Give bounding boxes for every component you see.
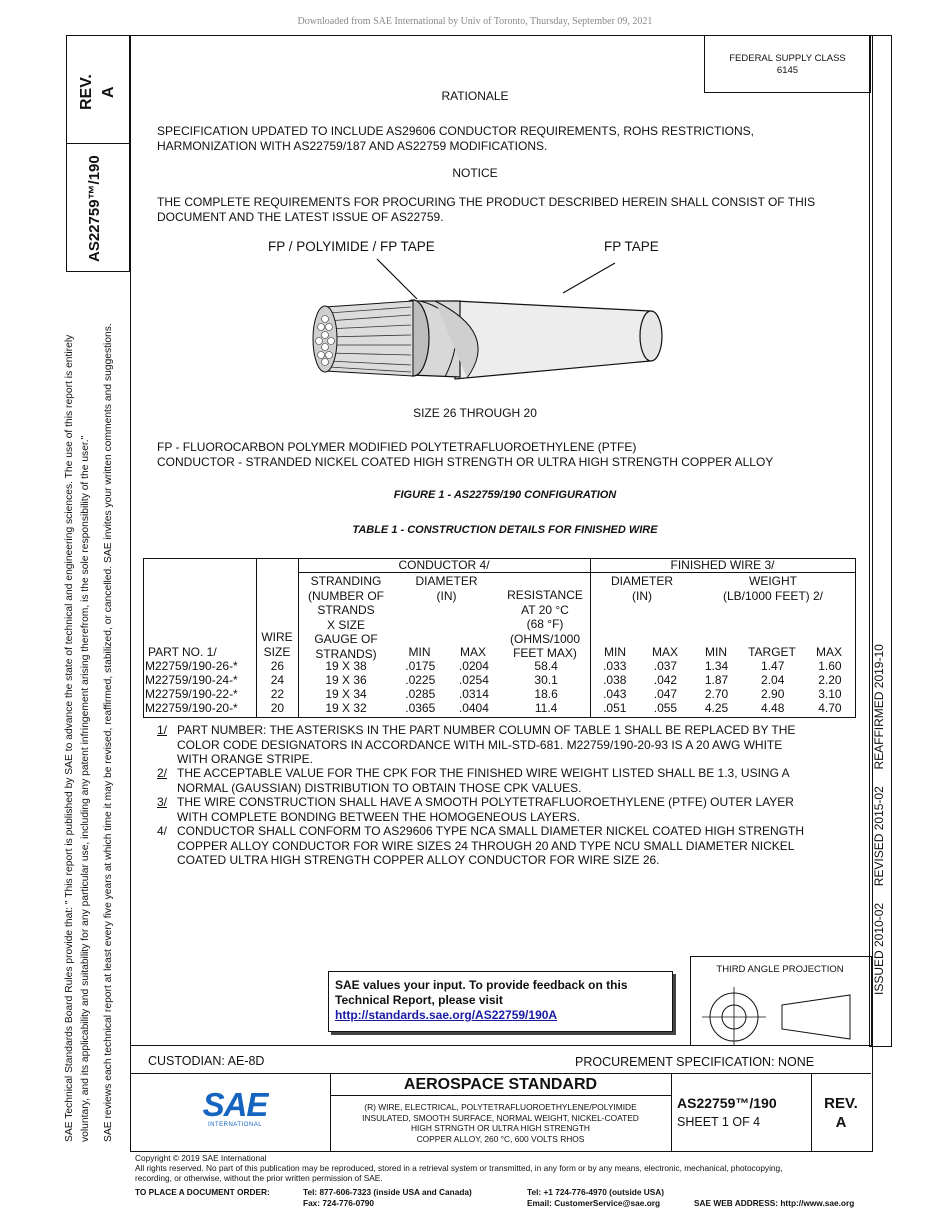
table-row: M22759/190-20-* 20 19 X 32 .0365 .0404 11.4 .051 .055 4.25 4.48 4.70 bbox=[145, 701, 842, 715]
figure-label-left: FP / POLYIMIDE / FP TAPE bbox=[268, 239, 435, 254]
footer-rights-1: All rights reserved. No part of this publication may be reproduced, stored in a retrieval system or transmitted, in any form or by any means, electronic, mechanical, photocopying, bbox=[135, 1163, 783, 1174]
note-2: 2/ THE ACCEPTABLE VALUE FOR THE CPK FOR THE FINISHED WIRE WEIGHT LISTED SHALL BE 1.3, USING A NORMAL (GAUSSIAN) DISTRIBUTION TO OBTAIN THOSE CPK VALUES. bbox=[157, 766, 790, 795]
footer-rights-2: recording, or otherwise, without the prior written permission of SAE. bbox=[135, 1173, 383, 1184]
table-body bbox=[143, 659, 855, 715]
header-resistance: RESISTANCE AT 20 °C (68 °F) (OHMS/1000 FEET MAX) bbox=[507, 588, 583, 660]
header-finished-diameter: DIAMETER (IN) bbox=[610, 574, 673, 603]
footer-order-label: TO PLACE A DOCUMENT ORDER: bbox=[135, 1187, 270, 1197]
wire-illustration bbox=[295, 255, 675, 395]
figure-caption: FIGURE 1 - AS22759/190 CONFIGURATION bbox=[393, 489, 617, 501]
figure-label-right: FP TAPE bbox=[604, 239, 659, 254]
issue-dates: ISSUED 2010-02 REVISED 2015-02 REAFFIRMED 2019-10 bbox=[872, 644, 886, 995]
rationale-text: SPECIFICATION UPDATED TO INCLUDE AS29606 CONDUCTOR REQUIREMENTS, ROHS RESTRICTIONS, HARMONIZATION WITH AS22759/187 AND AS22759 MODIFICATIONS. bbox=[157, 124, 754, 153]
table-row: M22759/190-22-* 22 19 X 34 .0285 .0314 18.6 .043 .047 2.70 2.90 3.10 bbox=[145, 687, 842, 701]
footer-web: SAE WEB ADDRESS: http://www.sae.org bbox=[694, 1198, 855, 1208]
footer-tel-us: Tel: 877-606-7323 (inside USA and Canada) bbox=[303, 1187, 472, 1197]
header-conductor-group: CONDUCTOR 4/ bbox=[398, 558, 490, 572]
header-weight: WEIGHT (LB/1000 FEET) 2/ bbox=[722, 574, 824, 603]
figure-legend: FP - FLUOROCARBON POLYMER MODIFIED POLYTETRAFLUOROETHYLENE (PTFE) CONDUCTOR - STRANDED NICKEL COATED HIGH STRENGTH OR ULTRA HIGH STRENGTH COPPER ALLOY bbox=[157, 440, 774, 469]
rev-label-vertical: REV. bbox=[78, 74, 95, 110]
feedback-line-2: Technical Report, please visit bbox=[335, 993, 503, 1007]
note-1: 1/ PART NUMBER: THE ASTERISKS IN THE PART NUMBER COLUMN OF TABLE 1 SHALL BE REPLACED BY THE COLOR CODE DESIGNATORS IN ACCORDANCE WITH MIL-STD-681. M22759/190-20-93 IS A 20 AWG WHITE WITH ORANGE STRIPE. bbox=[157, 723, 796, 766]
header-weight-target: TARGET bbox=[748, 645, 796, 659]
header-wire-size: WIRE SIZE bbox=[261, 630, 293, 659]
titleblock-doc-number: AS22759™/190 bbox=[677, 1095, 777, 1111]
rationale-heading: RATIONALE bbox=[441, 89, 509, 103]
header-cond-max: MAX bbox=[459, 645, 486, 659]
header-cond-min: MIN bbox=[408, 645, 431, 659]
document-title: AEROSPACE STANDARD bbox=[403, 1076, 598, 1093]
footer-tel-intl: Tel: +1 724-776-4970 (outside USA) bbox=[527, 1187, 665, 1197]
header-part-no: PART NO. 1/ bbox=[148, 645, 217, 659]
projection-label: THIRD ANGLE PROJECTION bbox=[716, 964, 844, 975]
sae-logo bbox=[195, 1088, 275, 1128]
table-row: M22759/190-24-* 24 19 X 36 .0225 .0254 30.1 .038 .042 1.87 2.04 2.20 bbox=[145, 673, 842, 687]
header-fin-max: MAX bbox=[651, 645, 678, 659]
figure-size-note: SIZE 26 THROUGH 20 bbox=[413, 406, 537, 420]
titleblock-sheet: SHEET 1 OF 4 bbox=[677, 1115, 761, 1129]
notice-heading: NOTICE bbox=[452, 166, 498, 180]
note-3: 3/ THE WIRE CONSTRUCTION SHALL HAVE A SMOOTH POLYTETRAFLUOROETHYLENE (PTFE) OUTER LAYER WITH COMPLETE BONDING BETWEEN THE HOMOGENEOUS LAYERS. bbox=[157, 795, 794, 824]
notice-text: THE COMPLETE REQUIREMENTS FOR PROCURING THE PRODUCT DESCRIBED HEREIN SHALL CONSIST OF THIS DOCUMENT AND THE LATEST ISSUE OF AS22759. bbox=[157, 195, 816, 224]
sae-logo-mark: SAE bbox=[202, 1086, 268, 1123]
rules-text-2: voluntary, and its applicability and suitability for any particular use, including any patent infringement arising therefrom, is the sole responsibility of the user." bbox=[80, 435, 91, 1142]
header-finished-group: FINISHED WIRE 3/ bbox=[670, 558, 775, 572]
rules-text-3: SAE reviews each technical report at least every five years at which time it may be revised, reaffirmed, stabilized, or cancelled. SAE invites your written comments and suggestions. bbox=[103, 323, 114, 1142]
footer-copyright: Copyright © 2019 SAE International bbox=[135, 1153, 267, 1163]
procurement-spec: PROCUREMENT SPECIFICATION: NONE bbox=[575, 1055, 815, 1069]
download-note: Downloaded from SAE International by Univ of Toronto, Thursday, September 09, 2021 bbox=[297, 16, 653, 27]
federal-supply-class: FEDERAL SUPPLY CLASS 6145 bbox=[729, 53, 846, 76]
footer bbox=[135, 1153, 925, 1184]
footer-email: Email: CustomerService@sae.org bbox=[527, 1198, 661, 1208]
header-stranding: STRANDING (NUMBER OF STRANDS X SIZE GAUGE OF STRANDS) bbox=[308, 574, 384, 661]
footer-fax: Fax: 724-776-0790 bbox=[303, 1198, 375, 1208]
header-weight-min: MIN bbox=[705, 645, 727, 659]
header-weight-max: MAX bbox=[815, 645, 842, 659]
feedback-line-1: SAE values your input. To provide feedback on this bbox=[335, 978, 628, 992]
titleblock-rev: REV. A bbox=[824, 1095, 858, 1131]
sae-logo-sub: INTERNATIONAL bbox=[207, 1122, 263, 1128]
doc-number-vertical: AS22759™/190 bbox=[86, 155, 103, 262]
rev-value-vertical: A bbox=[100, 86, 117, 98]
header-conductor-diameter: DIAMETER (IN) bbox=[415, 574, 478, 603]
table-row: M22759/190-26-* 26 19 X 38 .0175 .0204 58.4 .033 .037 1.34 1.47 1.60 bbox=[145, 659, 842, 673]
note-4: 4/ CONDUCTOR SHALL CONFORM TO AS29606 TYPE NCA SMALL DIAMETER NICKEL COATED HIGH STRENGTH COPPER ALLOY CONDUCTOR FOR WIRE SIZES 24 THROUGH 20 AND TYPE NCU SMALL DIAMETER NICKEL COATED ULTRA HIGH STRENGTH COPPER ALLOY CONDUCTOR FOR WIRE SIZE 26. bbox=[157, 824, 805, 867]
feedback-link[interactable]: http://standards.sae.org/AS22759/190A bbox=[335, 1008, 558, 1022]
header-fin-min: MIN bbox=[604, 645, 626, 659]
projection-symbol-icon bbox=[700, 985, 860, 1045]
feedback-box bbox=[328, 971, 673, 1032]
table-caption: TABLE 1 - CONSTRUCTION DETAILS FOR FINISHED WIRE bbox=[352, 524, 658, 536]
document-description: (R) WIRE, ELECTRICAL, POLYTETRAFLUOROETHYLENE/POLYIMIDE INSULATED, SMOOTH SURFACE, NORMAL WEIGHT, NICKEL-COATED HIGH STRNGTH OR ULTRA HIGH STRENGTH COPPER ALLOY, 260 °C, 600 VOLTS RHOS bbox=[362, 1102, 639, 1144]
custodian: CUSTODIAN: AE-8D bbox=[148, 1054, 265, 1068]
rules-text-1: SAE Technical Standards Board Rules provide that: " This report is published by SAE to advance the state of technical and engineering sciences. The use of this report is entirely bbox=[64, 334, 75, 1142]
